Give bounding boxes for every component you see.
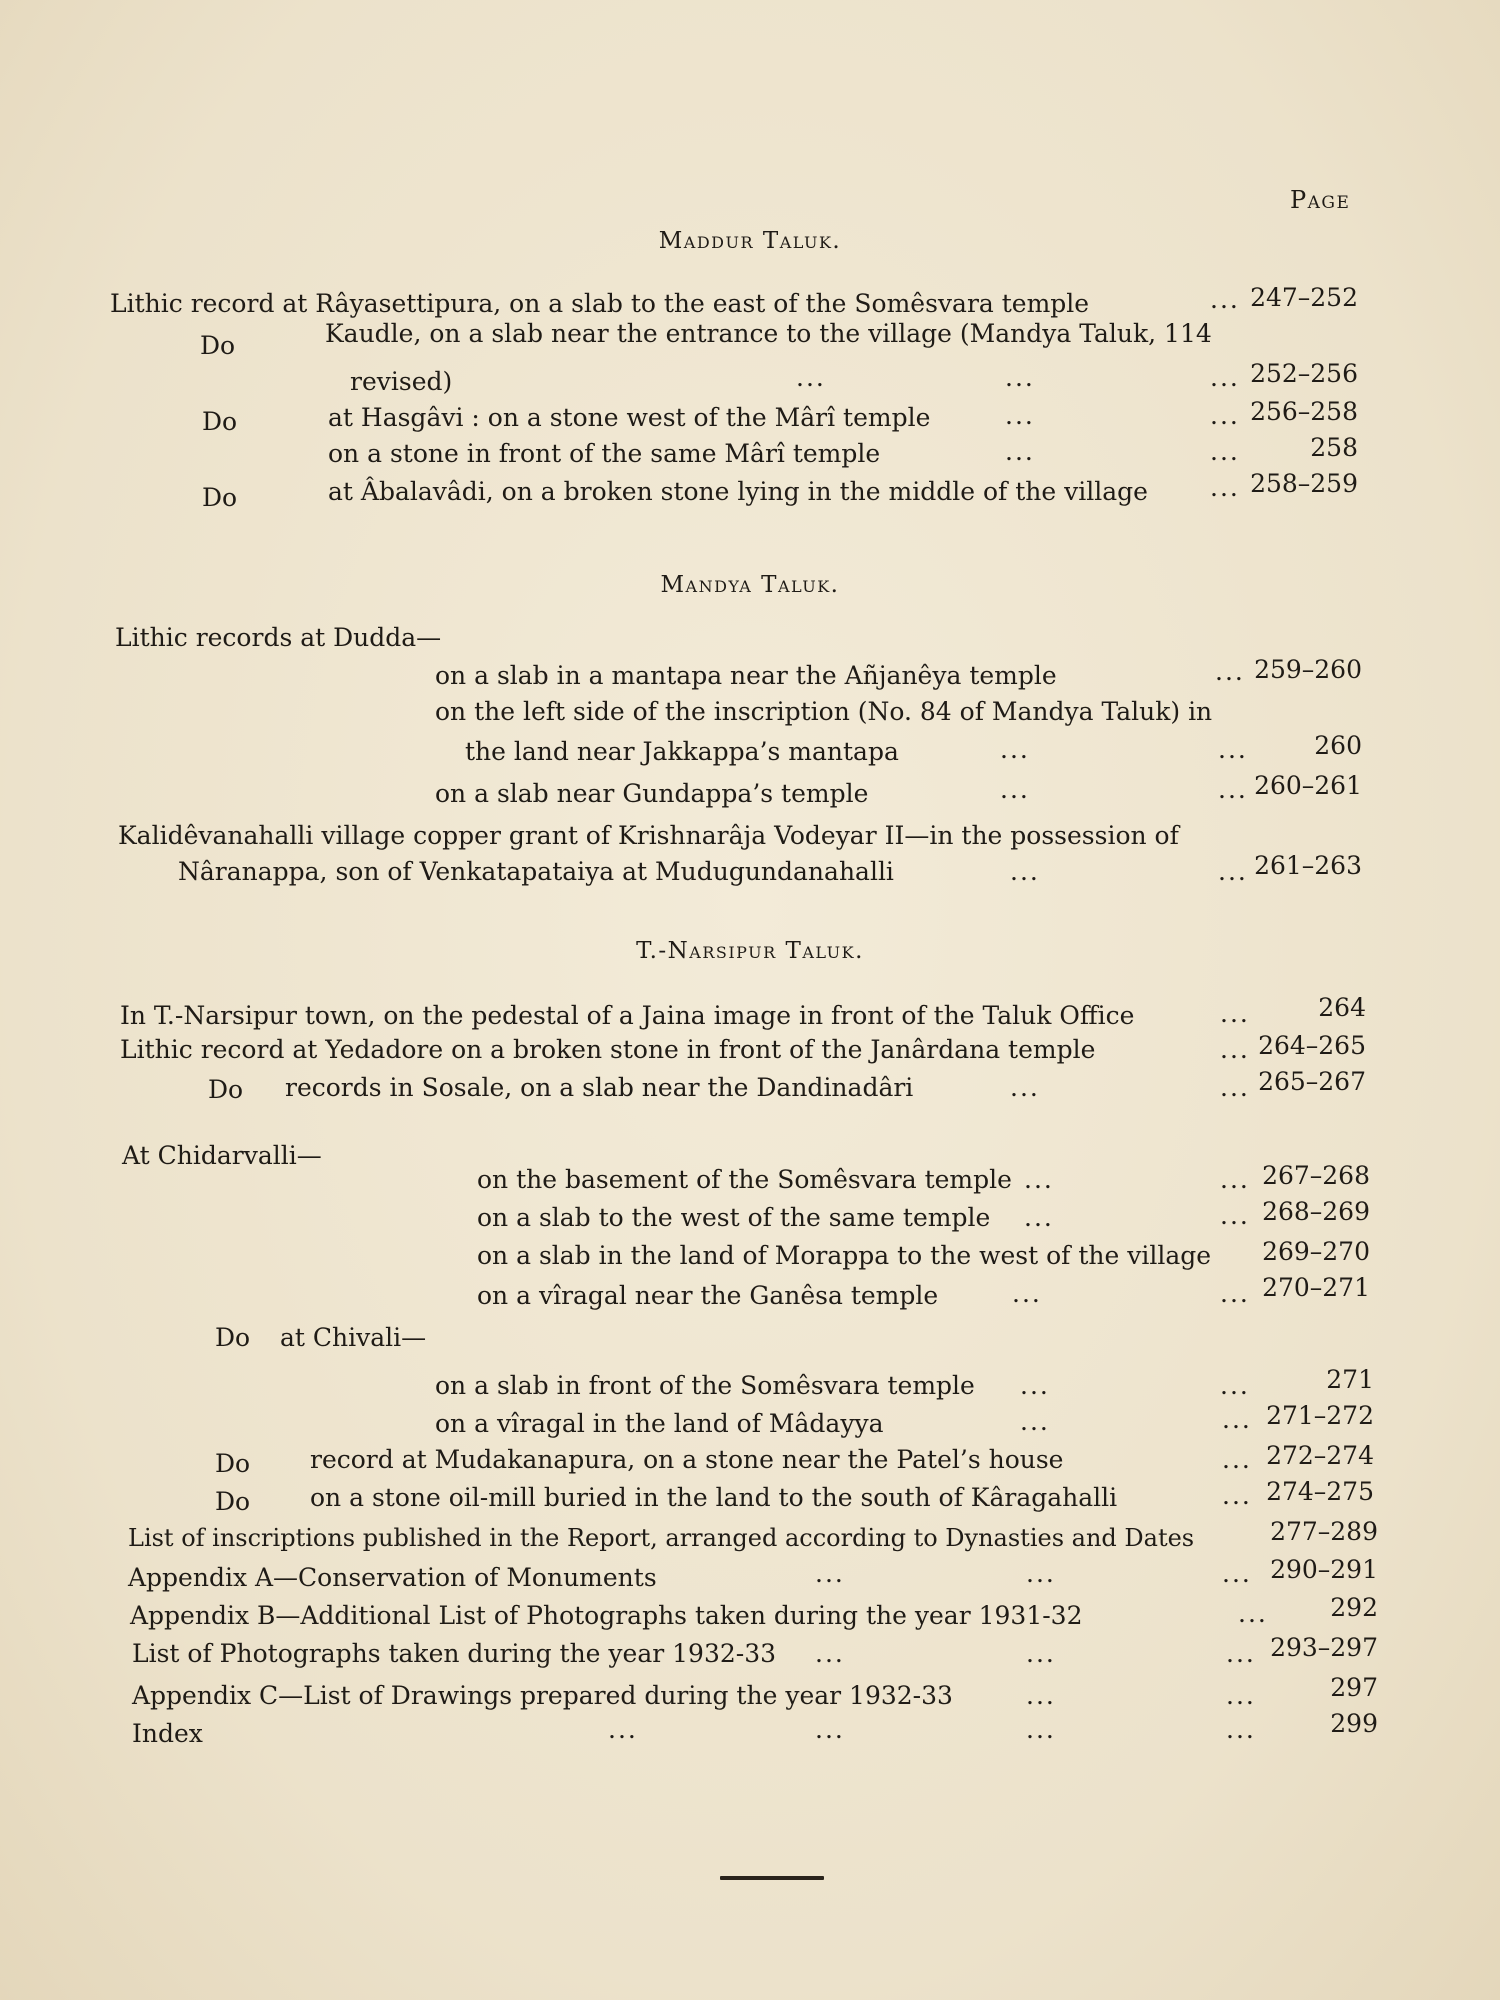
toc-entry-text: Appendix A—Conservation of Monuments: [128, 1563, 657, 1592]
dot-leader: ...: [1220, 1371, 1250, 1400]
toc-entry-text: on the basement of the Somêsvara temple: [477, 1165, 1012, 1194]
ditto-mark: Do: [200, 331, 236, 360]
toc-entry-text: records in Sosale, on a slab near the Dandinadâri: [285, 1073, 914, 1102]
page-number: 299: [1330, 1709, 1378, 1738]
dot-leader: ...: [1000, 775, 1030, 804]
dot-leader: ...: [1222, 1405, 1252, 1434]
dot-leader: ...: [1220, 1201, 1250, 1230]
toc-entry-text: on a vîragal in the land of Mâdayya: [435, 1409, 884, 1438]
toc-entry-text: the land near Jakkappa’s mantapa: [465, 737, 899, 766]
page-number: 256–258: [1250, 397, 1358, 426]
ditto-mark: Do: [215, 1323, 251, 1352]
page-number: 268–269: [1262, 1197, 1370, 1226]
toc-entry-text: Index: [132, 1719, 203, 1748]
page-number: 264: [1318, 993, 1366, 1022]
toc-entry-text: Lithic record at Yedadore on a broken stone in front of the Janârdana temple: [120, 1035, 1096, 1064]
dot-leader: ...: [1005, 437, 1035, 466]
dot-leader: ...: [1026, 1681, 1056, 1710]
page-number: 277–289: [1270, 1517, 1378, 1546]
toc-entry-text: At Chidarvalli—: [122, 1141, 322, 1170]
page-number: 267–268: [1262, 1161, 1370, 1190]
dot-leader: ...: [1000, 735, 1030, 764]
dot-leader: ...: [1220, 1035, 1250, 1064]
page-number: 252–256: [1250, 359, 1358, 388]
toc-entry-text: at Chivali—: [280, 1323, 427, 1352]
page-number: 297: [1330, 1673, 1378, 1702]
toc-entry-text: on a slab in front of the Somêsvara temple: [435, 1371, 975, 1400]
toc-entry-text: Lithic records at Dudda—: [115, 623, 442, 652]
dot-leader: ...: [1210, 285, 1240, 314]
toc-entry-text: on the left side of the inscription (No. 84 of Mandya Taluk) in: [435, 697, 1213, 726]
dot-leader: ...: [815, 1559, 845, 1588]
dot-leader: ...: [1024, 1165, 1054, 1194]
dot-leader: ...: [1210, 437, 1240, 466]
dot-leader: ...: [608, 1715, 638, 1744]
page-number: 261–263: [1254, 851, 1362, 880]
page-number: 258: [1310, 433, 1358, 462]
page-number: 274–275: [1266, 1477, 1374, 1506]
dot-leader: ...: [1010, 857, 1040, 886]
toc-entry-text: on a slab in a mantapa near the Añjanêya temple: [435, 661, 1057, 690]
dot-leader: ...: [1220, 1165, 1250, 1194]
page-number: 293–297: [1270, 1633, 1378, 1662]
ditto-mark: Do: [215, 1487, 251, 1516]
page-number: 247–252: [1250, 283, 1358, 312]
dot-leader: ...: [1238, 1599, 1268, 1628]
dot-leader: ...: [1226, 1715, 1256, 1744]
toc-entry-text: on a vîragal near the Ganêsa temple: [477, 1281, 939, 1310]
dot-leader: ...: [1020, 1371, 1050, 1400]
decorative-rule: [720, 1876, 824, 1880]
page-number: 271: [1326, 1365, 1374, 1394]
toc-entry-text: Appendix C—List of Drawings prepared during the year 1932-33: [132, 1681, 953, 1710]
toc-entry-text: at Hasgâvi : on a stone west of the Mârî temple: [328, 403, 931, 432]
toc-entry-text: on a stone in front of the same Mârî temple: [328, 439, 881, 468]
dot-leader: ...: [796, 363, 826, 392]
page-number: 265–267: [1258, 1067, 1366, 1096]
dot-leader: ...: [1220, 999, 1250, 1028]
ditto-mark: Do: [202, 407, 238, 436]
page-number: 260: [1314, 731, 1362, 760]
toc-entry-text: Nâranappa, son of Venkatapataiya at Mudugundanahalli: [178, 857, 894, 886]
dot-leader: ...: [1226, 1681, 1256, 1710]
page-number: 292: [1330, 1593, 1378, 1622]
page-number: 290–291: [1270, 1555, 1378, 1584]
dot-leader: ...: [1210, 473, 1240, 502]
toc-entry-text: List of inscriptions published in the Report, arranged according to Dynasties and Dates: [128, 1524, 1195, 1552]
page-number: 260–261: [1254, 771, 1362, 800]
section-heading-mandya: Mandya Taluk.: [660, 572, 840, 598]
dot-leader: ...: [1222, 1445, 1252, 1474]
dot-leader: ...: [1218, 857, 1248, 886]
dot-leader: ...: [1218, 735, 1248, 764]
section-heading-t-narsipur: T.-Narsipur Taluk.: [636, 938, 864, 964]
dot-leader: ...: [815, 1639, 845, 1668]
dot-leader: ...: [1210, 363, 1240, 392]
dot-leader: ...: [1012, 1279, 1042, 1308]
page-number: 258–259: [1250, 469, 1358, 498]
dot-leader: ...: [1218, 775, 1248, 804]
toc-entry-text: Appendix B—Additional List of Photographs taken during the year 1931-32: [130, 1601, 1083, 1630]
dot-leader: ...: [1220, 1073, 1250, 1102]
toc-entry-text: on a slab near Gundappa’s temple: [435, 779, 869, 808]
toc-entry-text: Kaudle, on a slab near the entrance to the village (Mandya Taluk, 114: [325, 319, 1212, 348]
dot-leader: ...: [1026, 1715, 1056, 1744]
toc-entry-text: on a stone oil-mill buried in the land to the south of Kâragahalli: [310, 1483, 1118, 1512]
page-number: 271–272: [1266, 1401, 1374, 1430]
page-number: 272–274: [1266, 1441, 1374, 1470]
toc-entry-text: In T.-Narsipur town, on the pedestal of a Jaina image in front of the Taluk Office: [120, 1001, 1135, 1030]
toc-entry-text: List of Photographs taken during the year 1932-33: [132, 1639, 777, 1668]
page-number: 264–265: [1258, 1031, 1366, 1060]
page-number: 269–270: [1262, 1237, 1370, 1266]
dot-leader: ...: [1005, 401, 1035, 430]
toc-entry-text: revised): [350, 367, 453, 396]
dot-leader: ...: [1220, 1279, 1250, 1308]
dot-leader: ...: [1226, 1639, 1256, 1668]
page-number: 270–271: [1262, 1273, 1370, 1302]
dot-leader: ...: [1005, 363, 1035, 392]
toc-entry-text: Lithic record at Râyasettipura, on a slab to the east of the Somêsvara temple: [110, 289, 1090, 318]
dot-leader: ...: [1210, 401, 1240, 430]
dot-leader: ...: [1222, 1559, 1252, 1588]
dot-leader: ...: [1026, 1559, 1056, 1588]
ditto-mark: Do: [202, 483, 238, 512]
dot-leader: ...: [1020, 1407, 1050, 1436]
dot-leader: ...: [1222, 1481, 1252, 1510]
page-column-label: Page: [1290, 186, 1351, 214]
page-number: 259–260: [1254, 655, 1362, 684]
toc-entry-text: on a slab to the west of the same temple: [477, 1203, 991, 1232]
ditto-mark: Do: [215, 1449, 251, 1478]
dot-leader: ...: [1026, 1639, 1056, 1668]
toc-entry-text: record at Mudakanapura, on a stone near the Patel’s house: [310, 1445, 1064, 1474]
toc-entry-text: on a slab in the land of Morappa to the west of the village: [477, 1241, 1212, 1270]
dot-leader: ...: [1215, 657, 1245, 686]
toc-entry-text: at Âbalavâdi, on a broken stone lying in the middle of the village: [328, 477, 1148, 506]
ditto-mark: Do: [208, 1075, 244, 1104]
toc-entry-text: Kalidêvanahalli village copper grant of Krishnarâja Vodeyar II—in the possession of: [118, 821, 1179, 850]
dot-leader: ...: [1010, 1073, 1040, 1102]
dot-leader: ...: [1024, 1203, 1054, 1232]
dot-leader: ...: [815, 1715, 845, 1744]
section-heading-maddur: Maddur Taluk.: [658, 228, 842, 254]
